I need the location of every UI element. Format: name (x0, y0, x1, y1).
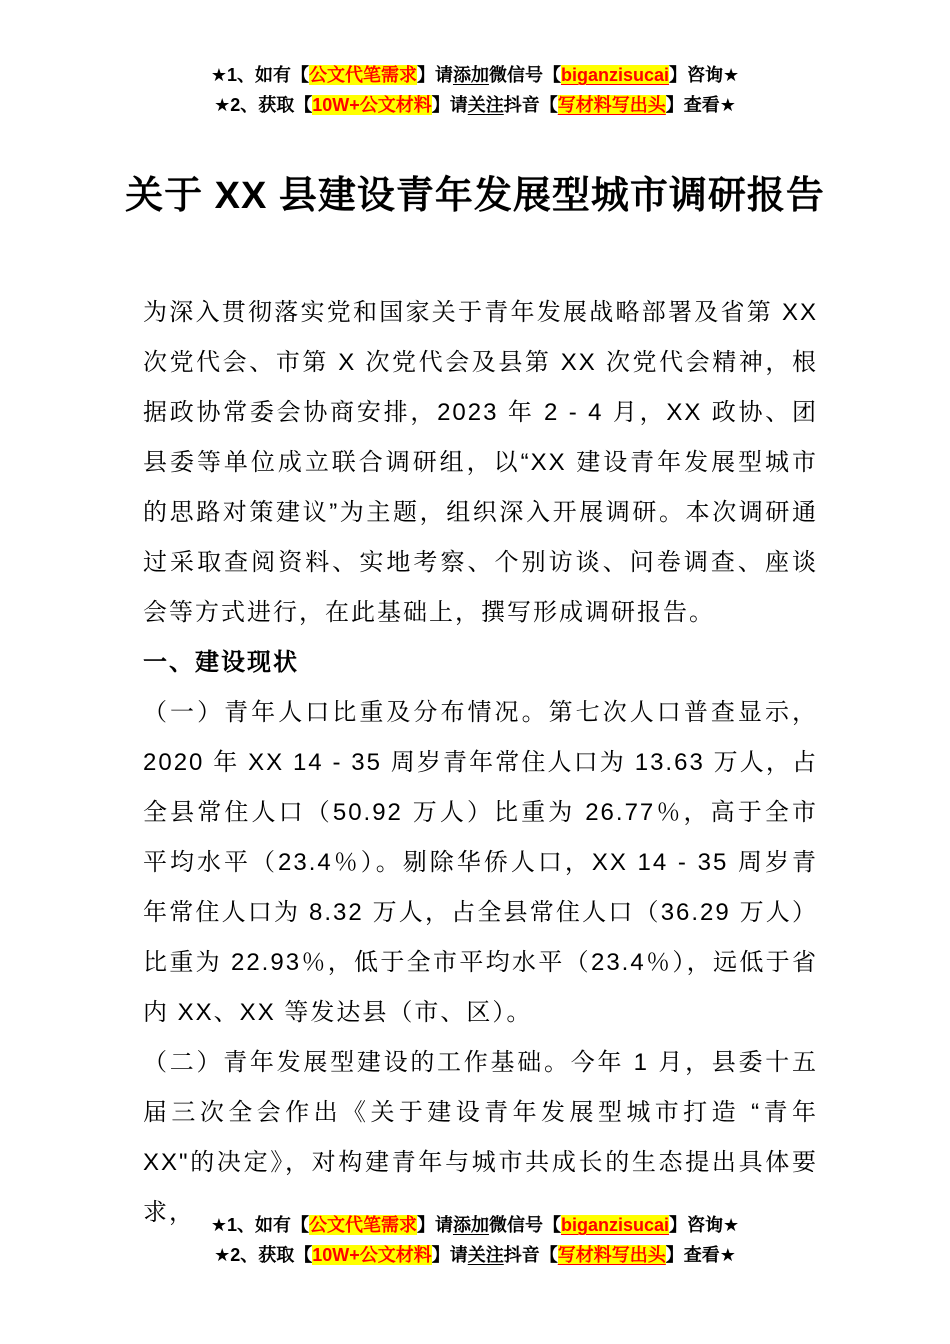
highlight-materials-offer: 10W+公文材料 (312, 95, 432, 115)
promo-text: 】请 (431, 95, 468, 115)
promo-text: ★2、获取【 (214, 95, 313, 115)
highlight-materials-offer: 10W+公文材料 (312, 1245, 432, 1265)
section-heading-1: 一、建设现状 (143, 649, 299, 676)
promo-text: 抖音【 (503, 95, 558, 115)
highlight-wechat-id: biganzisucai (560, 1215, 670, 1235)
paragraph-intro: 为深入贯彻落实党和国家关于青年发展战略部署及省第 XX 次党代会、市第 X 次党代会及县第 XX 次党代会精神，根据政协常委会协商安排，2023 年 2 - 4 月，XX 政协、团县委等单位成立联合调研组，以“XX 建设青年发展型城市的思路对策建议”为主题，组织深入开展调研。本次调研通过采取查阅资料、实地考察、个别访谈、问卷调查、座谈会等方式进行，在此基础上，撰写形成调研报告。 (143, 299, 818, 626)
promo-banner-top-line-1 (0, 60, 950, 90)
promo-text: 】查看★ (665, 1245, 736, 1265)
promo-text: 】咨询★ (669, 1215, 740, 1235)
promo-banner-bottom-line-2 (0, 1240, 950, 1270)
promo-text: 】咨询★ (669, 65, 740, 85)
promo-text: 】查看★ (665, 95, 736, 115)
promo-banner-bottom-line-1 (0, 1210, 950, 1240)
highlight-writing-service: 公文代笔需求 (308, 65, 417, 85)
promo-text: ★1、如有【 (210, 1215, 309, 1235)
promo-text: 微信号【 (488, 1215, 561, 1235)
promo-banner-top-line-2 (0, 90, 950, 120)
document-body (143, 288, 818, 1238)
paragraph-work-foundation: （二）青年发展型建设的工作基础。今年 1 月，县委十五届三次全会作出《关于建设青年发展型城市打造 “青年 XX"的决定》，对构建青年与城市共成长的生态提出具体要求， (143, 1049, 818, 1226)
underline-follow-action: 关注 (467, 95, 504, 115)
paragraph-youth-population: （一）青年人口比重及分布情况。第七次人口普查显示，2020 年 XX 14 - 35 周岁青年常住人口为 13.63 万人，占全县常住人口（50.92 万人）比重为 26.77％，高于全市平均水平（23.4％）。剔除华侨人口，XX 14 - 35 周岁青年常住人口为 8.32 万人，占全县常住人口（36.29 万人）比重为 22.93％，低于全市平均水平（23.4％），远低于省内 XX、XX 等发达县（市、区）。 (143, 699, 818, 1026)
promo-text: ★2、获取【 (214, 1245, 313, 1265)
highlight-wechat-id: biganzisucai (560, 65, 670, 85)
highlight-writing-service: 公文代笔需求 (308, 1215, 417, 1235)
promo-text: ★1、如有【 (210, 65, 309, 85)
promo-text: 微信号【 (488, 65, 561, 85)
highlight-douyin-id: 写材料写出头 (557, 1245, 666, 1265)
promo-banner-top (0, 60, 950, 120)
promo-text: 】请 (416, 65, 453, 85)
underline-follow-action: 关注 (467, 1245, 504, 1265)
underline-add-action: 添加 (452, 65, 489, 85)
promo-banner-bottom (0, 1210, 950, 1270)
promo-text: 】请 (416, 1215, 453, 1235)
promo-text: 】请 (431, 1245, 468, 1265)
underline-add-action: 添加 (452, 1215, 489, 1235)
document-title: 关于 XX 县建设青年发展型城市调研报告 (125, 175, 825, 218)
highlight-douyin-id: 写材料写出头 (557, 95, 666, 115)
promo-text: 抖音【 (503, 1245, 558, 1265)
